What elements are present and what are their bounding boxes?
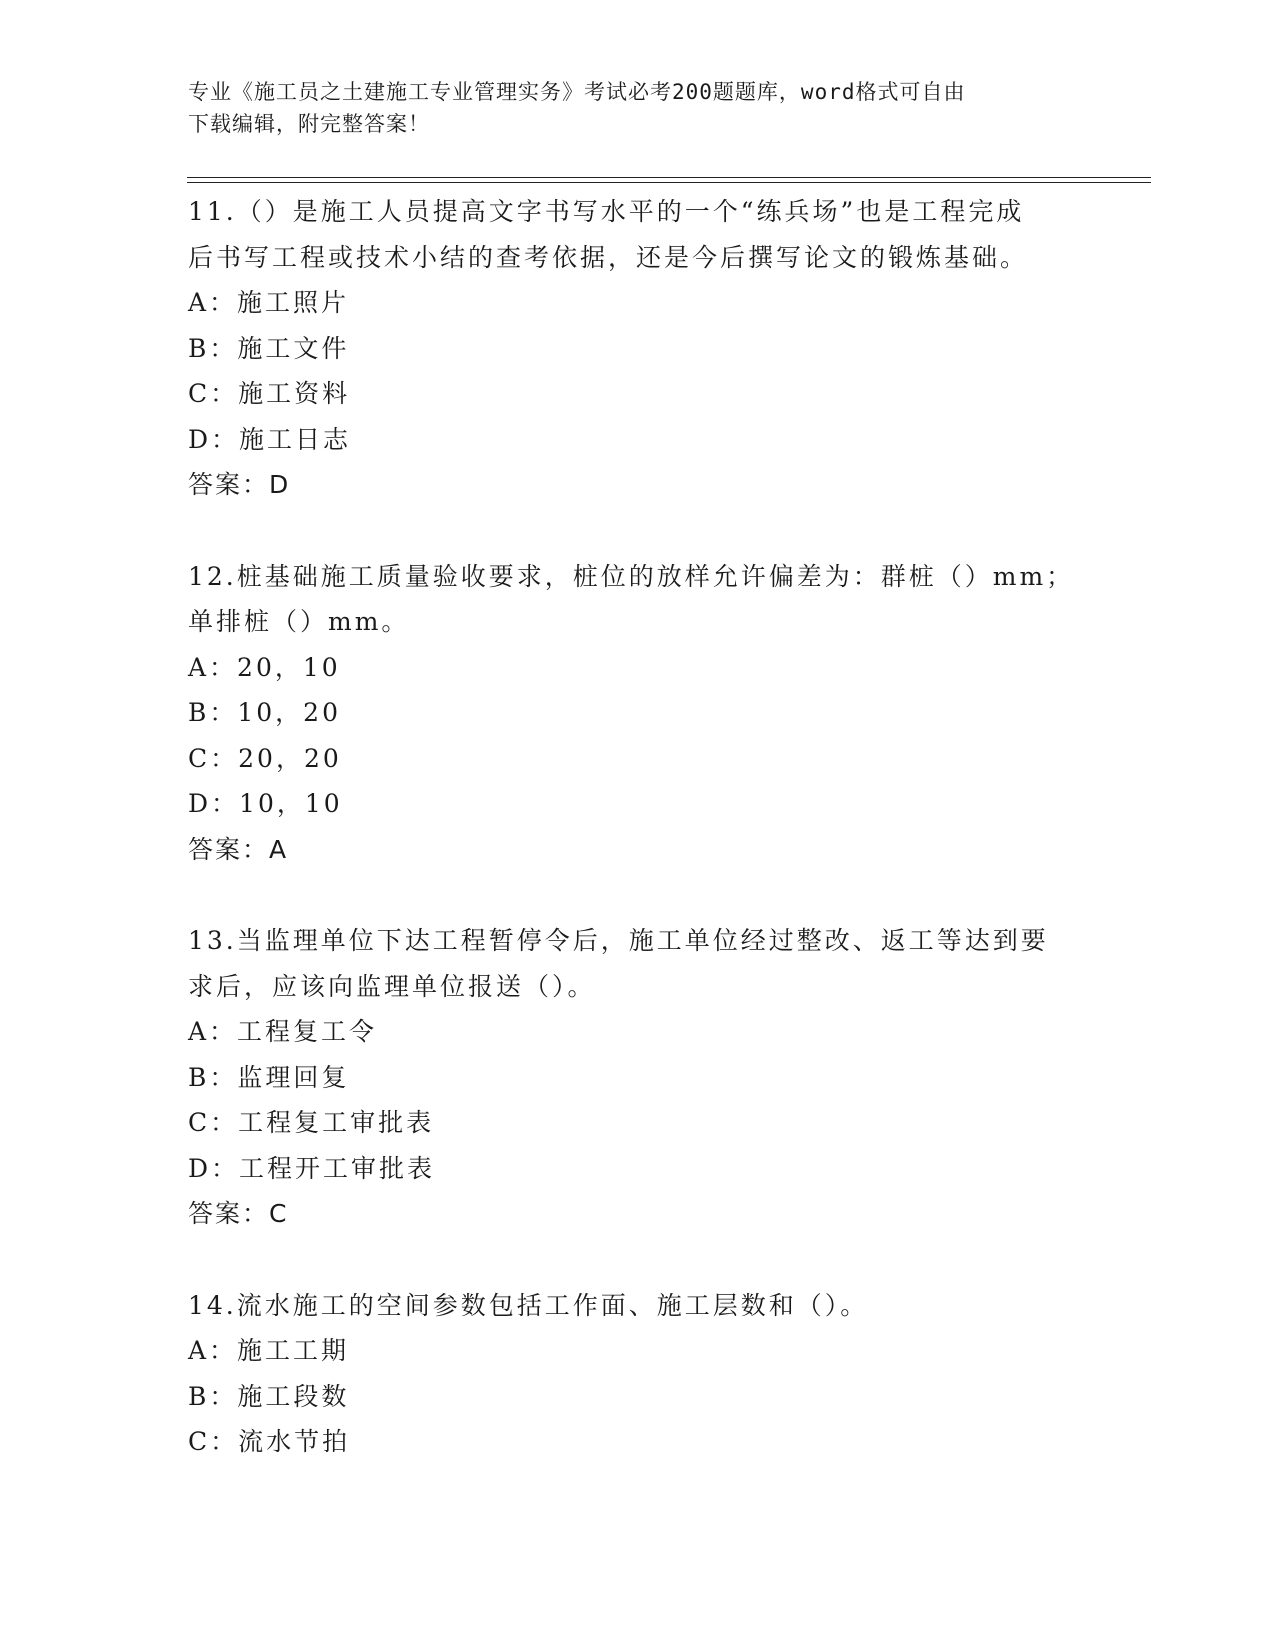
option-c: C：工程复工审批表 [188,1108,435,1137]
question-text: 单排桩（）mm。 [188,607,410,636]
option-b: B：监理回复 [188,1062,350,1092]
document-header [188,76,1068,140]
question-text: 14.流水施工的空间参数包括工作面、施工层数和（）。 [188,1290,869,1320]
answer: 答案：C [188,1199,289,1228]
option-d: D：10，10 [188,789,343,818]
option-d: D：工程开工审批表 [188,1153,436,1183]
option-a: A：20，10 [188,652,341,682]
question-text: 求后，应该向监理单位报送（）。 [188,971,596,1001]
option-a: A：工程复工令 [188,1017,378,1046]
option-b: B：施工文件 [188,333,350,363]
question-text: 11.（）是施工人员提高文字书写水平的一个“练兵场”也是工程完成 [188,197,1025,226]
question-14 [188,1283,1088,1465]
question-12 [188,554,1088,873]
option-b: B：10，20 [188,698,341,727]
option-c: C：20，20 [188,743,342,773]
option-a: A：施工工期 [188,1336,350,1365]
header-line-1: 专业《施工员之土建施工专业管理实务》考试必考200题题库，word格式可自由 [188,80,966,104]
header-line-2: 下载编辑，附完整答案！ [188,112,430,136]
header-divider-top [187,177,1151,178]
option-b: B：施工段数 [188,1381,350,1411]
answer: 答案：D [188,470,291,499]
question-text: 13.当监理单位下达工程暂停令后，施工单位经过整改、返工等达到要 [188,926,1049,955]
question-text: 后书写工程或技术小结的查考依据，还是今后撰写论文的锻炼基础。 [188,242,1029,272]
answer: 答案：A [188,834,289,864]
question-text: 12.桩基础施工质量验收要求，桩位的放样允许偏差为：群桩（）mm； [188,561,1075,591]
option-a: A：施工照片 [188,288,350,317]
option-d: D：施工日志 [188,424,352,454]
question-11 [188,189,1088,508]
option-c: C：施工资料 [188,379,351,408]
header-divider-bottom [187,182,1151,183]
option-c: C：流水节拍 [188,1427,351,1456]
question-list [188,189,1088,1511]
question-13 [188,918,1088,1237]
